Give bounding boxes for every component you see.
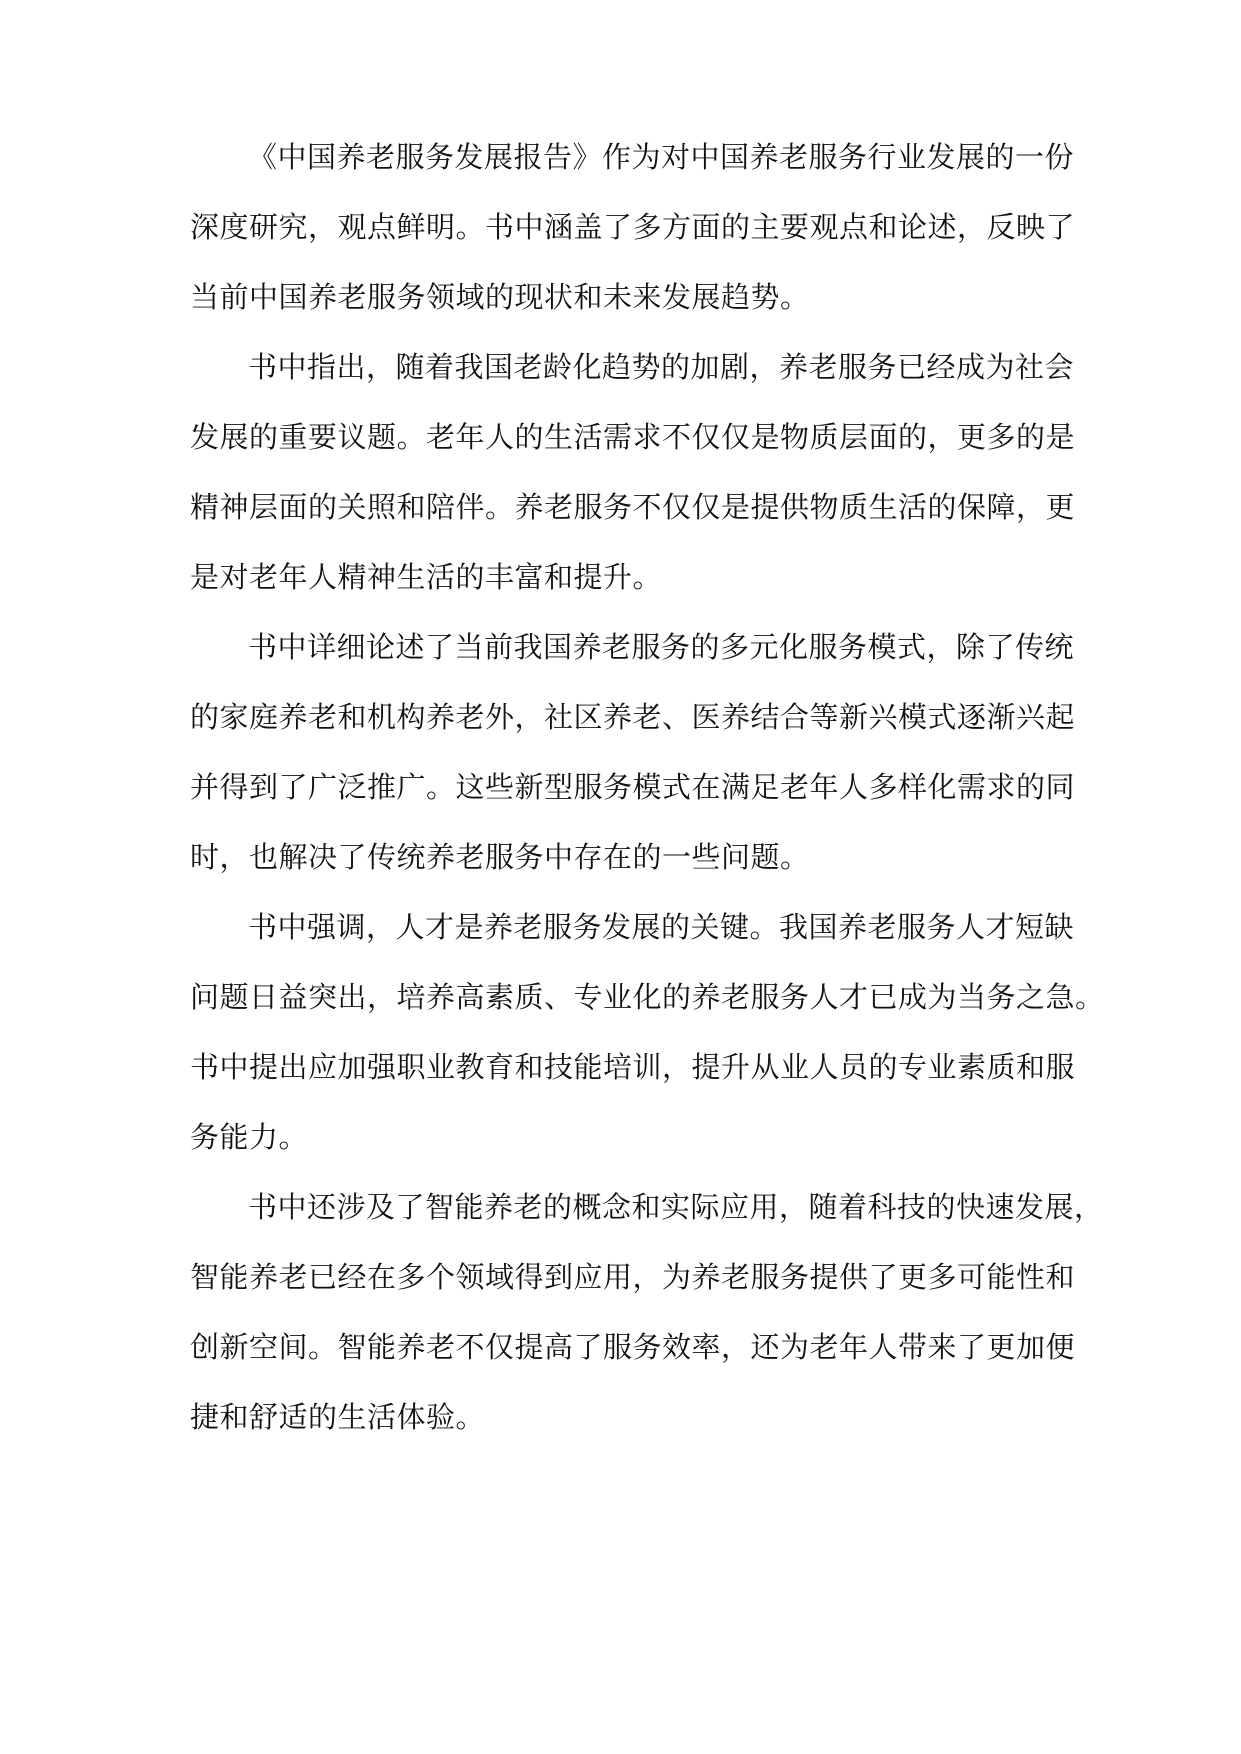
paragraph-2-line-3: 精神层面的关照和陪伴。养老服务不仅仅是提供物质生活的保障，更	[190, 490, 1076, 524]
paragraph-1-line-1: 《中国养老服务发展报告》作为对中国养老服务行业发展的一份	[248, 140, 1075, 174]
paragraph-3-line-1: 书中详细论述了当前我国养老服务的多元化服务模式，除了传统	[248, 630, 1075, 664]
paragraph-4-line-4: 务能力。	[190, 1120, 309, 1154]
paragraph-5-line-3: 创新空间。智能养老不仅提高了服务效率，还为老年人带来了更加便	[190, 1330, 1076, 1364]
paragraph-4-line-1: 书中强调，人才是养老服务发展的关键。我国养老服务人才短缺	[248, 910, 1075, 944]
paragraph-4-line-3: 书中提出应加强职业教育和技能培训，提升从业人员的专业素质和服	[190, 1050, 1076, 1084]
paragraph-4-line-2: 问题日益突出，培养高素质、专业化的养老服务人才已成为当务之急。	[190, 980, 1105, 1014]
paragraph-3-line-3: 并得到了广泛推广。这些新型服务模式在满足老年人多样化需求的同	[190, 770, 1076, 804]
paragraph-2-line-2: 发展的重要议题。老年人的生活需求不仅仅是物质层面的，更多的是	[190, 420, 1076, 454]
paragraph-5-line-1: 书中还涉及了智能养老的概念和实际应用，随着科技的快速发展，	[248, 1190, 1104, 1224]
paragraph-5-line-4: 捷和舒适的生活体验。	[190, 1400, 486, 1434]
paragraph-2-line-4: 是对老年人精神生活的丰富和提升。	[190, 560, 663, 594]
paragraph-1-line-3: 当前中国养老服务领域的现状和未来发展趋势。	[190, 280, 810, 314]
paragraph-5-line-2: 智能养老已经在多个领域得到应用，为养老服务提供了更多可能性和	[190, 1260, 1076, 1294]
paragraph-2-line-1: 书中指出，随着我国老龄化趋势的加剧，养老服务已经成为社会	[248, 350, 1075, 384]
paragraph-3-line-4: 时，也解决了传统养老服务中存在的一些问题。	[190, 840, 810, 874]
paragraph-3-line-2: 的家庭养老和机构养老外，社区养老、医养结合等新兴模式逐渐兴起	[190, 700, 1076, 734]
paragraph-1-line-2: 深度研究，观点鲜明。书中涵盖了多方面的主要观点和论述，反映了	[190, 210, 1076, 244]
